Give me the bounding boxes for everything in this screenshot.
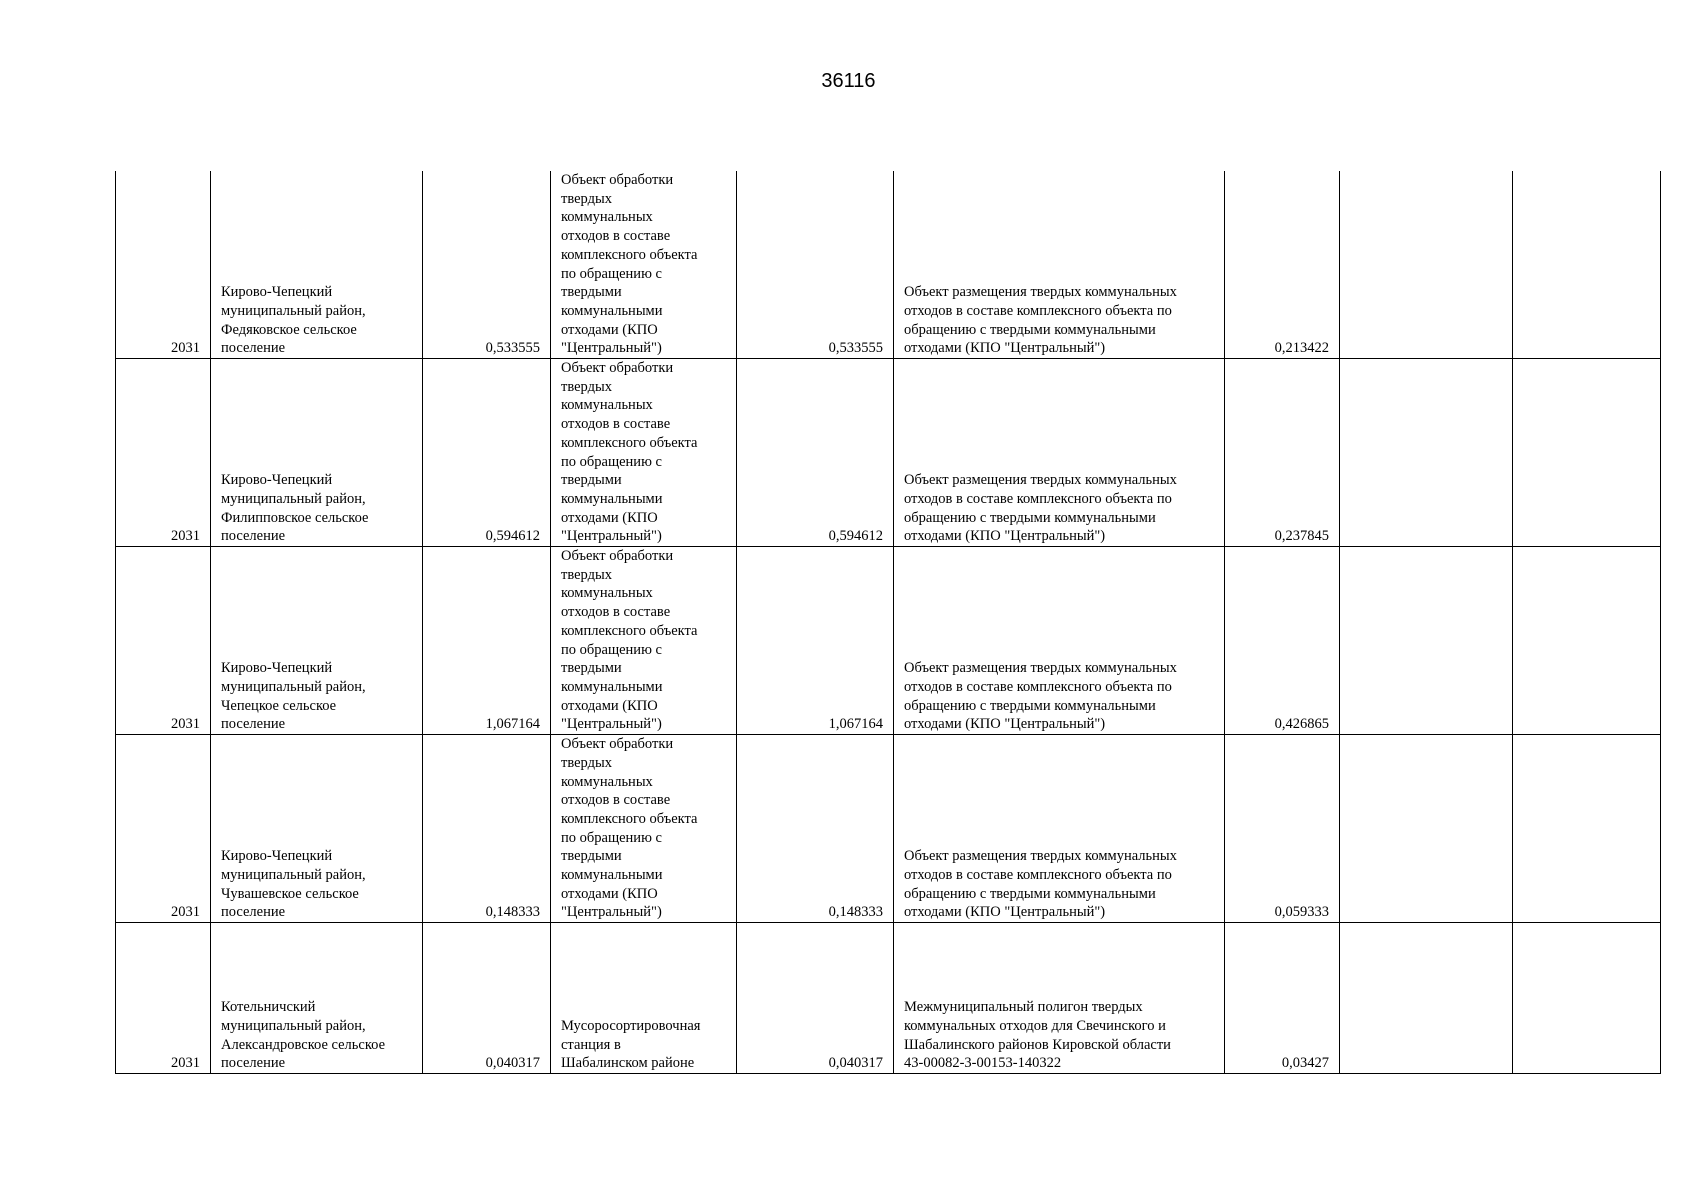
disposal-object-cell: Объект размещения твердых коммунальных отходов в составе комплексного объекта по обращению с твердыми коммунальными отходами (КПО "Центральный"): [894, 735, 1225, 923]
empty-cell: [1340, 547, 1513, 735]
empty-cell: [1513, 923, 1661, 1074]
disposed-mass-cell: 0,059333: [1225, 735, 1340, 923]
empty-cell: [1340, 171, 1513, 359]
waste-flow-table: [115, 171, 1661, 1074]
processed-mass-cell: 0,148333: [737, 735, 894, 923]
territory-cell: Кирово-Чепецкий муниципальный район, Федяковское сельское поселение: [211, 171, 423, 359]
year-cell: 2031: [116, 359, 211, 547]
table-row: [116, 923, 1661, 1074]
empty-cell: [1513, 171, 1661, 359]
processed-mass-cell: 0,533555: [737, 171, 894, 359]
waste-mass-cell: 0,148333: [423, 735, 551, 923]
waste-mass-cell: 0,040317: [423, 923, 551, 1074]
territory-cell: Кирово-Чепецкий муниципальный район, Чувашевское сельское поселение: [211, 735, 423, 923]
table-row: [116, 735, 1661, 923]
year-cell: 2031: [116, 923, 211, 1074]
year-cell: 2031: [116, 547, 211, 735]
waste-mass-cell: 1,067164: [423, 547, 551, 735]
territory-cell: Кирово-Чепецкий муниципальный район, Филипповское сельское поселение: [211, 359, 423, 547]
empty-cell: [1513, 547, 1661, 735]
table-row: [116, 171, 1661, 359]
processed-mass-cell: 0,040317: [737, 923, 894, 1074]
empty-cell: [1340, 923, 1513, 1074]
disposed-mass-cell: 0,03427: [1225, 923, 1340, 1074]
year-cell: 2031: [116, 171, 211, 359]
disposal-object-cell: Объект размещения твердых коммунальных отходов в составе комплексного объекта по обращению с твердыми коммунальными отходами (КПО "Центральный"): [894, 359, 1225, 547]
disposed-mass-cell: 0,213422: [1225, 171, 1340, 359]
disposed-mass-cell: 0,426865: [1225, 547, 1340, 735]
page-number: 36116: [821, 70, 876, 92]
processing-object-cell: Объект обработки твердых коммунальных отходов в составе комплексного объекта по обращению с твердыми коммунальными отходами (КПО "Центральный"): [551, 359, 737, 547]
processing-object-cell: Мусоросортировочная станция в Шабалинском районе: [551, 923, 737, 1074]
empty-cell: [1340, 735, 1513, 923]
table-row: [116, 359, 1661, 547]
disposal-object-cell: Межмуниципальный полигон твердых коммунальных отходов для Свечинского и Шабалинского районов Кировской области 43-00082-3-00153-140322: [894, 923, 1225, 1074]
empty-cell: [1340, 359, 1513, 547]
waste-mass-cell: 0,594612: [423, 359, 551, 547]
processing-object-cell: Объект обработки твердых коммунальных отходов в составе комплексного объекта по обращению с твердыми коммунальными отходами (КПО "Центральный"): [551, 171, 737, 359]
year-cell: 2031: [116, 735, 211, 923]
processed-mass-cell: 0,594612: [737, 359, 894, 547]
processing-object-cell: Объект обработки твердых коммунальных отходов в составе комплексного объекта по обращению с твердыми коммунальными отходами (КПО "Центральный"): [551, 547, 737, 735]
disposal-object-cell: Объект размещения твердых коммунальных отходов в составе комплексного объекта по обращению с твердыми коммунальными отходами (КПО "Центральный"): [894, 171, 1225, 359]
waste-mass-cell: 0,533555: [423, 171, 551, 359]
territory-cell: Кирово-Чепецкий муниципальный район, Чепецкое сельское поселение: [211, 547, 423, 735]
processed-mass-cell: 1,067164: [737, 547, 894, 735]
table-row: [116, 547, 1661, 735]
empty-cell: [1513, 359, 1661, 547]
territory-cell: Котельничский муниципальный район, Александровское сельское поселение: [211, 923, 423, 1074]
disposed-mass-cell: 0,237845: [1225, 359, 1340, 547]
empty-cell: [1513, 735, 1661, 923]
processing-object-cell: Объект обработки твердых коммунальных отходов в составе комплексного объекта по обращению с твердыми коммунальными отходами (КПО "Центральный"): [551, 735, 737, 923]
disposal-object-cell: Объект размещения твердых коммунальных отходов в составе комплексного объекта по обращению с твердыми коммунальными отходами (КПО "Центральный"): [894, 547, 1225, 735]
